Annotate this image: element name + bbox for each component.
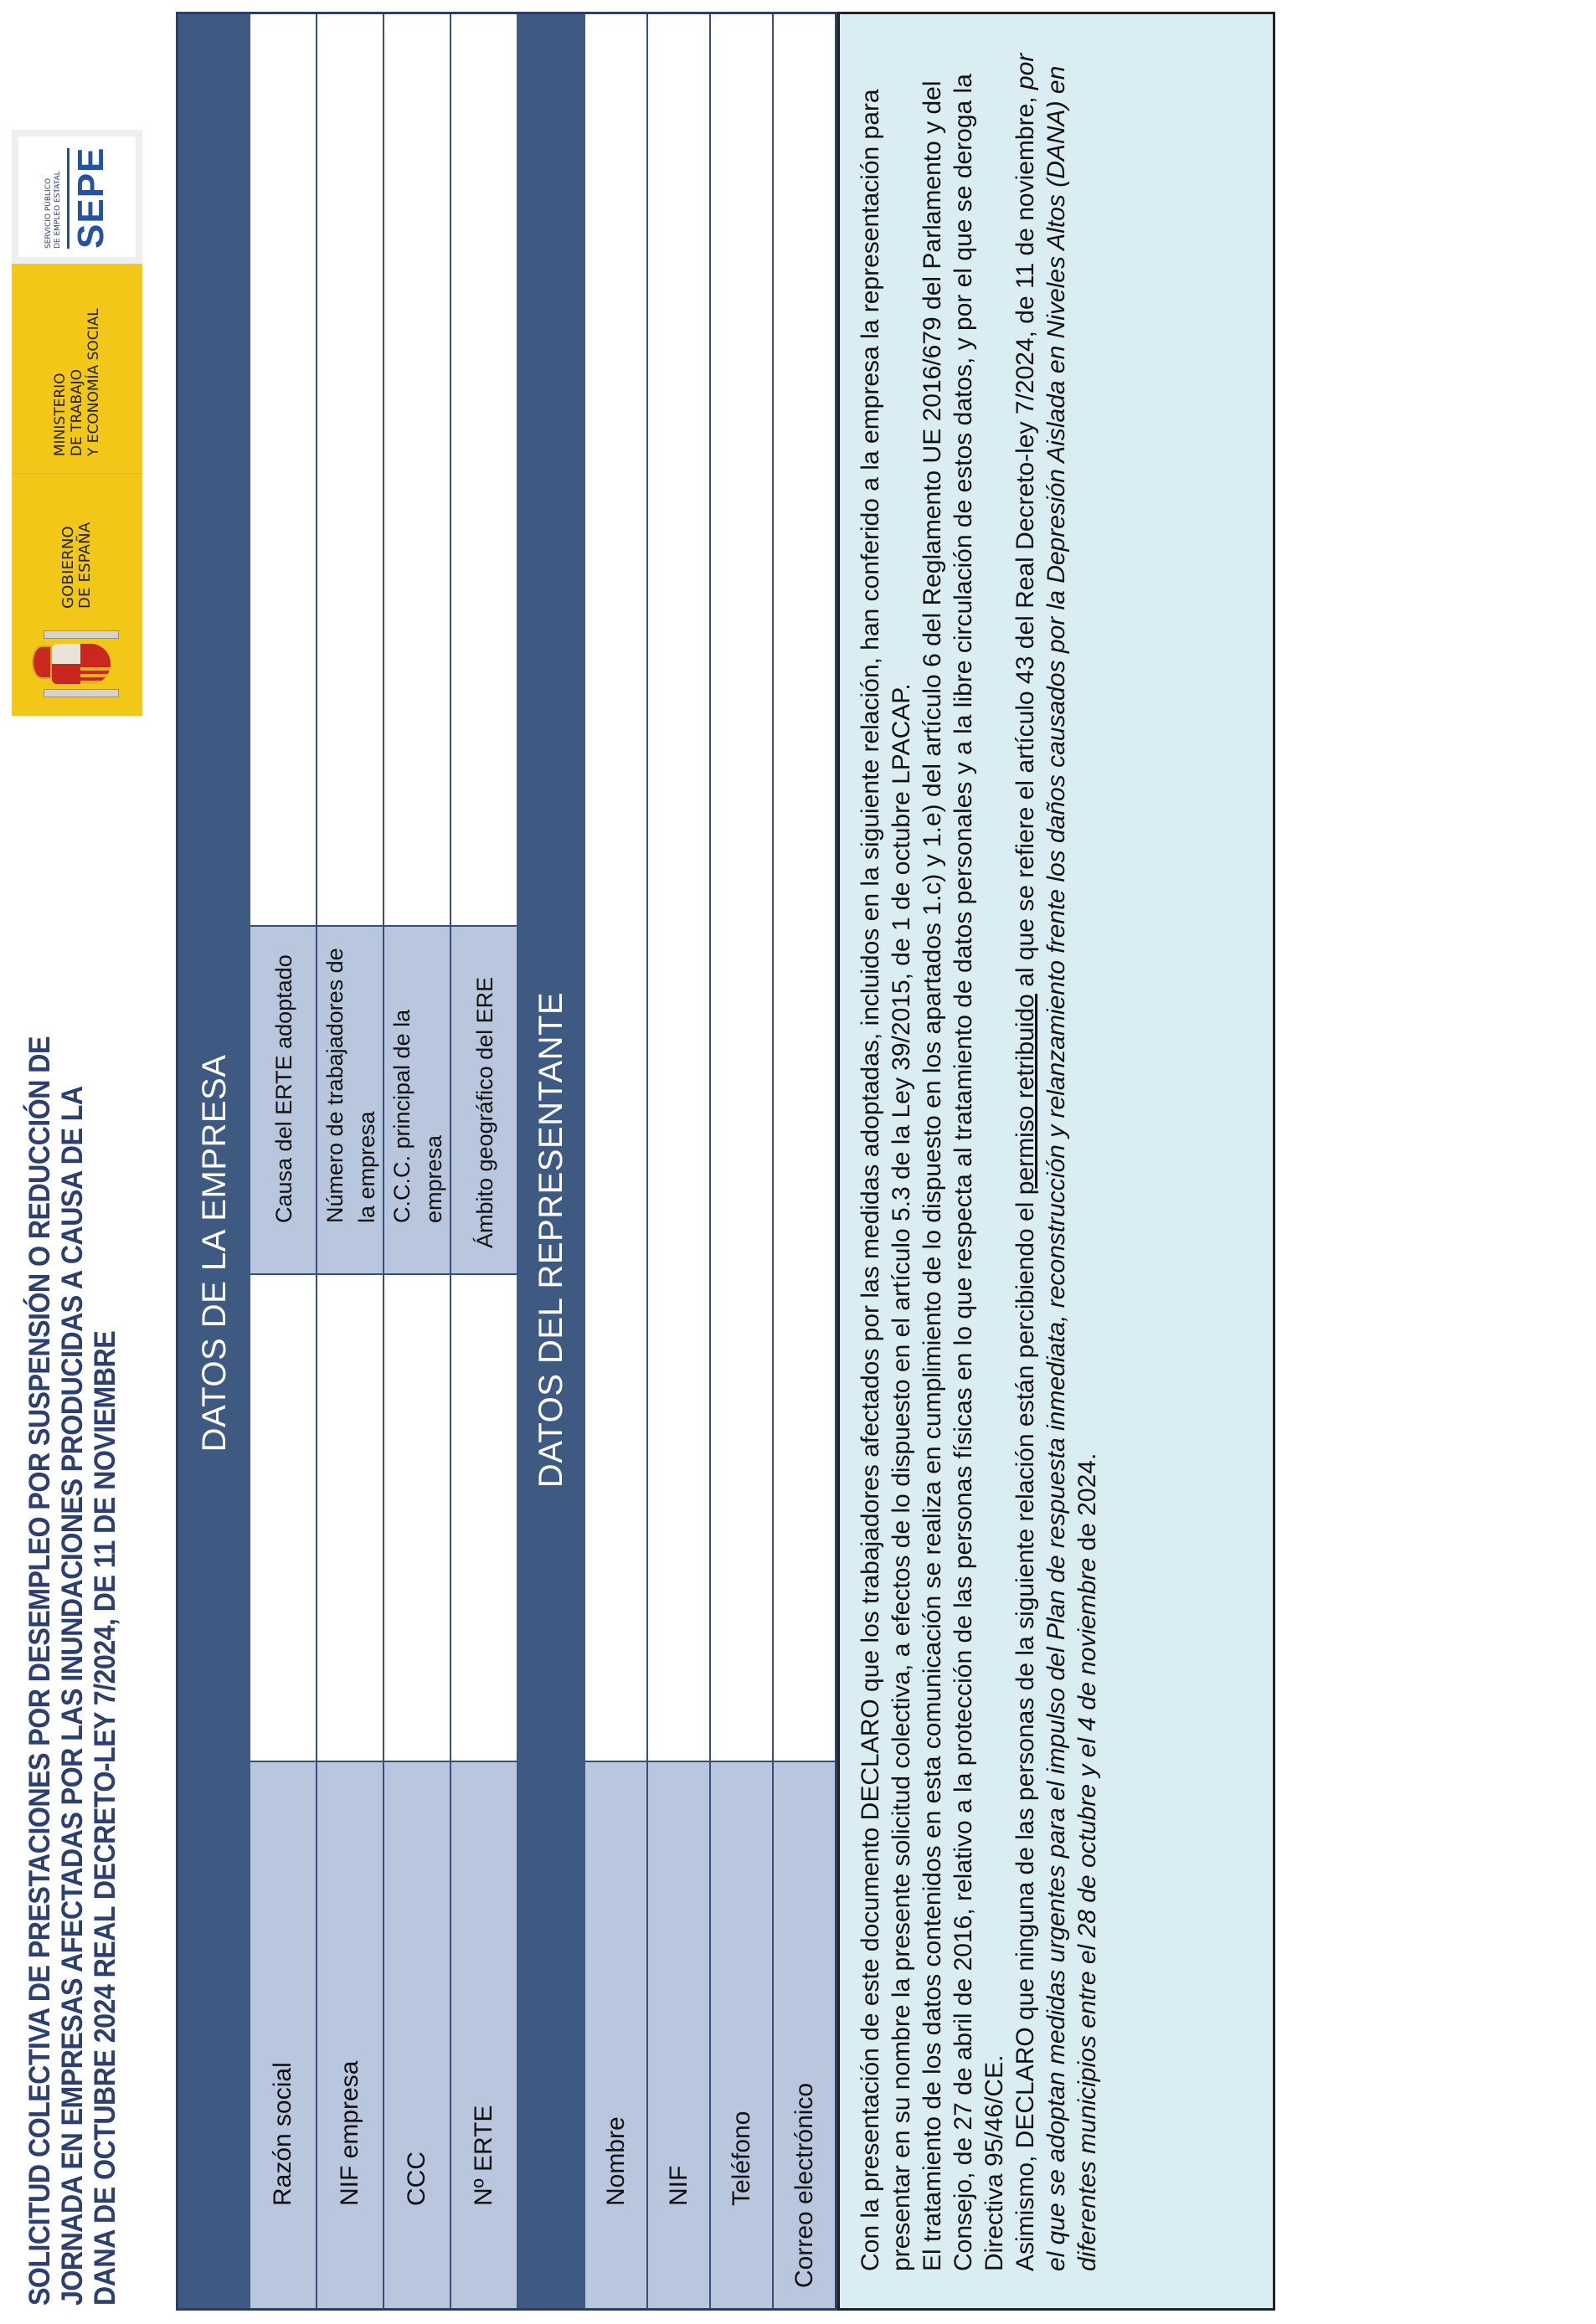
input-ccc-principal[interactable] (384, 14, 450, 925)
representative-section-title: DATOS DEL REPRESENTANTE (532, 991, 569, 1488)
declaration-paragraph-3 (1010, 31, 1103, 2271)
sepe-line1: SERVICIO PÚBLICO (44, 177, 53, 249)
rep-row-correo (774, 14, 835, 2308)
label-razon-social: Razón social (250, 1761, 316, 2308)
declaration-p3-middle: al que se refiere el artículo 43 del Real Decreto-ley 7/2024, de 11 de noviembre, (1012, 90, 1039, 995)
label-telefono: Teléfono (711, 1761, 772, 2308)
title-line-1: SOLICITUD COLECTIVA DE PRESTACIONES POR DESEMPLEO POR SUSPENSIÓN O REDUCCIÓN DE (23, 1036, 56, 2306)
input-nif-empresa[interactable] (317, 1275, 383, 1761)
input-correo[interactable] (774, 14, 835, 1761)
form-table (176, 12, 837, 2311)
ministerio-line3: Y ECONOMÍA SOCIAL (85, 308, 102, 456)
sepe-acronym: SEPE (70, 147, 111, 249)
input-ccc[interactable] (384, 1275, 450, 1761)
title-line-3: DANA DE OCTUBRE 2024 REAL DECRETO-LEY 7/2024, DE 11 DE NOVIEMBRE (89, 1330, 121, 2306)
declaration-p3-underlined: permiso retribuido (1012, 994, 1039, 1195)
rep-row-nif (648, 14, 711, 2308)
label-nif-empresa: NIF empresa (317, 1761, 383, 2308)
declaration-box (837, 12, 1275, 2311)
input-nif[interactable] (648, 14, 709, 1761)
gobierno-logo (12, 473, 142, 716)
rep-row-nombre (585, 14, 648, 2308)
label-n-erte: Nº ERTE (451, 1761, 517, 2308)
declaration-p3-end: de 2024. (1073, 1452, 1101, 1558)
gobierno-line1: GOBIERNO (59, 526, 77, 609)
sepe-line2: DE EMPLEO ESTATAL (54, 171, 62, 249)
declaration-paragraph-1: Con la presentación de este documento DECLARO que los trabajadores afectados por las medidas adoptadas, incluidos en la siguiente relación, han conferido a la empresa la representación para presentar en su nombre la presente solicitud colectiva, a efectos de lo dispuesto en el artículo 5.3 de la Ley 39/2015, de 1 de octubre LPACAP. (857, 89, 915, 2271)
logo-band (12, 130, 142, 716)
declaration-p3-italic: por el que se adoptan medidas urgentes para el impulso del Plan de respuesta inmediata, reconstrucción y relanzamiento frente los daños causados por la Depresión Aislada en Niveles Altos (DANA) en diferentes municipios entre el 28 de octubre y el 4 de noviembre (1012, 53, 1101, 2271)
ministerio-line2: DE TRABAJO (69, 368, 85, 456)
label-ccc-principal: C.C.C. principal de la empresa (384, 925, 450, 1275)
representative-section-header (517, 14, 587, 2308)
input-causa-erte[interactable] (250, 14, 316, 925)
input-telefono[interactable] (711, 14, 772, 1761)
declaration-p3-start: Asimismo, DECLARO que ninguna de las personas de la siguiente relación están percibiendo el (1012, 1195, 1039, 2271)
title-line-2: JORNADA EN EMPRESAS AFECTADAS POR LAS INUNDACIONES PRODUCIDAS A CAUSA DE LA (56, 1086, 89, 2306)
label-correo: Correo electrónico (774, 1761, 835, 2308)
company-row-ccc (384, 14, 451, 2308)
label-ambito-geografico: Ámbito geográfico del ERE (451, 925, 517, 1275)
input-razon-social[interactable] (250, 1275, 316, 1761)
label-causa-erte: Causa del ERTE adoptado (250, 925, 316, 1275)
ministerio-line1: MINISTERIO (52, 373, 69, 456)
company-row-nif-empresa (317, 14, 384, 2308)
company-row-n-erte (451, 14, 517, 2308)
input-nombre[interactable] (585, 14, 646, 1761)
rep-row-telefono (711, 14, 774, 2308)
label-numero-trabajadores: Número de trabajadores de la empresa (317, 925, 383, 1275)
ministerio-logo (12, 264, 142, 473)
coat-of-arms-icon (27, 627, 127, 702)
declaration-paragraph-2: El tratamiento de los datos contenidos en esta comunicación se realiza en cumplimiento de lo dispuesto en los apartados 1.c) y 1.e) del artículo 6 del Reglamento UE 2016/679 del Parlamento y del Consejo, de 27 de abril de 2016, relativo a la protección de las personas físicas en lo que respecta al tratamiento de datos personales y a la libre circulación de estos datos, y por el que se deroga la Directiva 95/46/CE. (919, 74, 1008, 2271)
gobierno-line2: DE ESPAÑA (76, 522, 94, 609)
input-numero-trabajadores[interactable] (317, 14, 383, 925)
label-nombre: Nombre (585, 1761, 646, 2308)
label-ccc: CCC (384, 1761, 450, 2308)
gobierno-text (60, 522, 94, 609)
sepe-divider (67, 148, 70, 249)
company-row-razon-social (250, 14, 317, 2308)
sepe-logo (12, 130, 142, 264)
document-title (23, 857, 121, 2306)
input-ambito-geografico[interactable] (451, 14, 517, 925)
company-section-title: DATOS DE LA EMPRESA (195, 1054, 233, 1452)
input-n-erte[interactable] (451, 1275, 517, 1761)
company-section-header (178, 14, 252, 2308)
label-nif: NIF (648, 1761, 709, 2308)
